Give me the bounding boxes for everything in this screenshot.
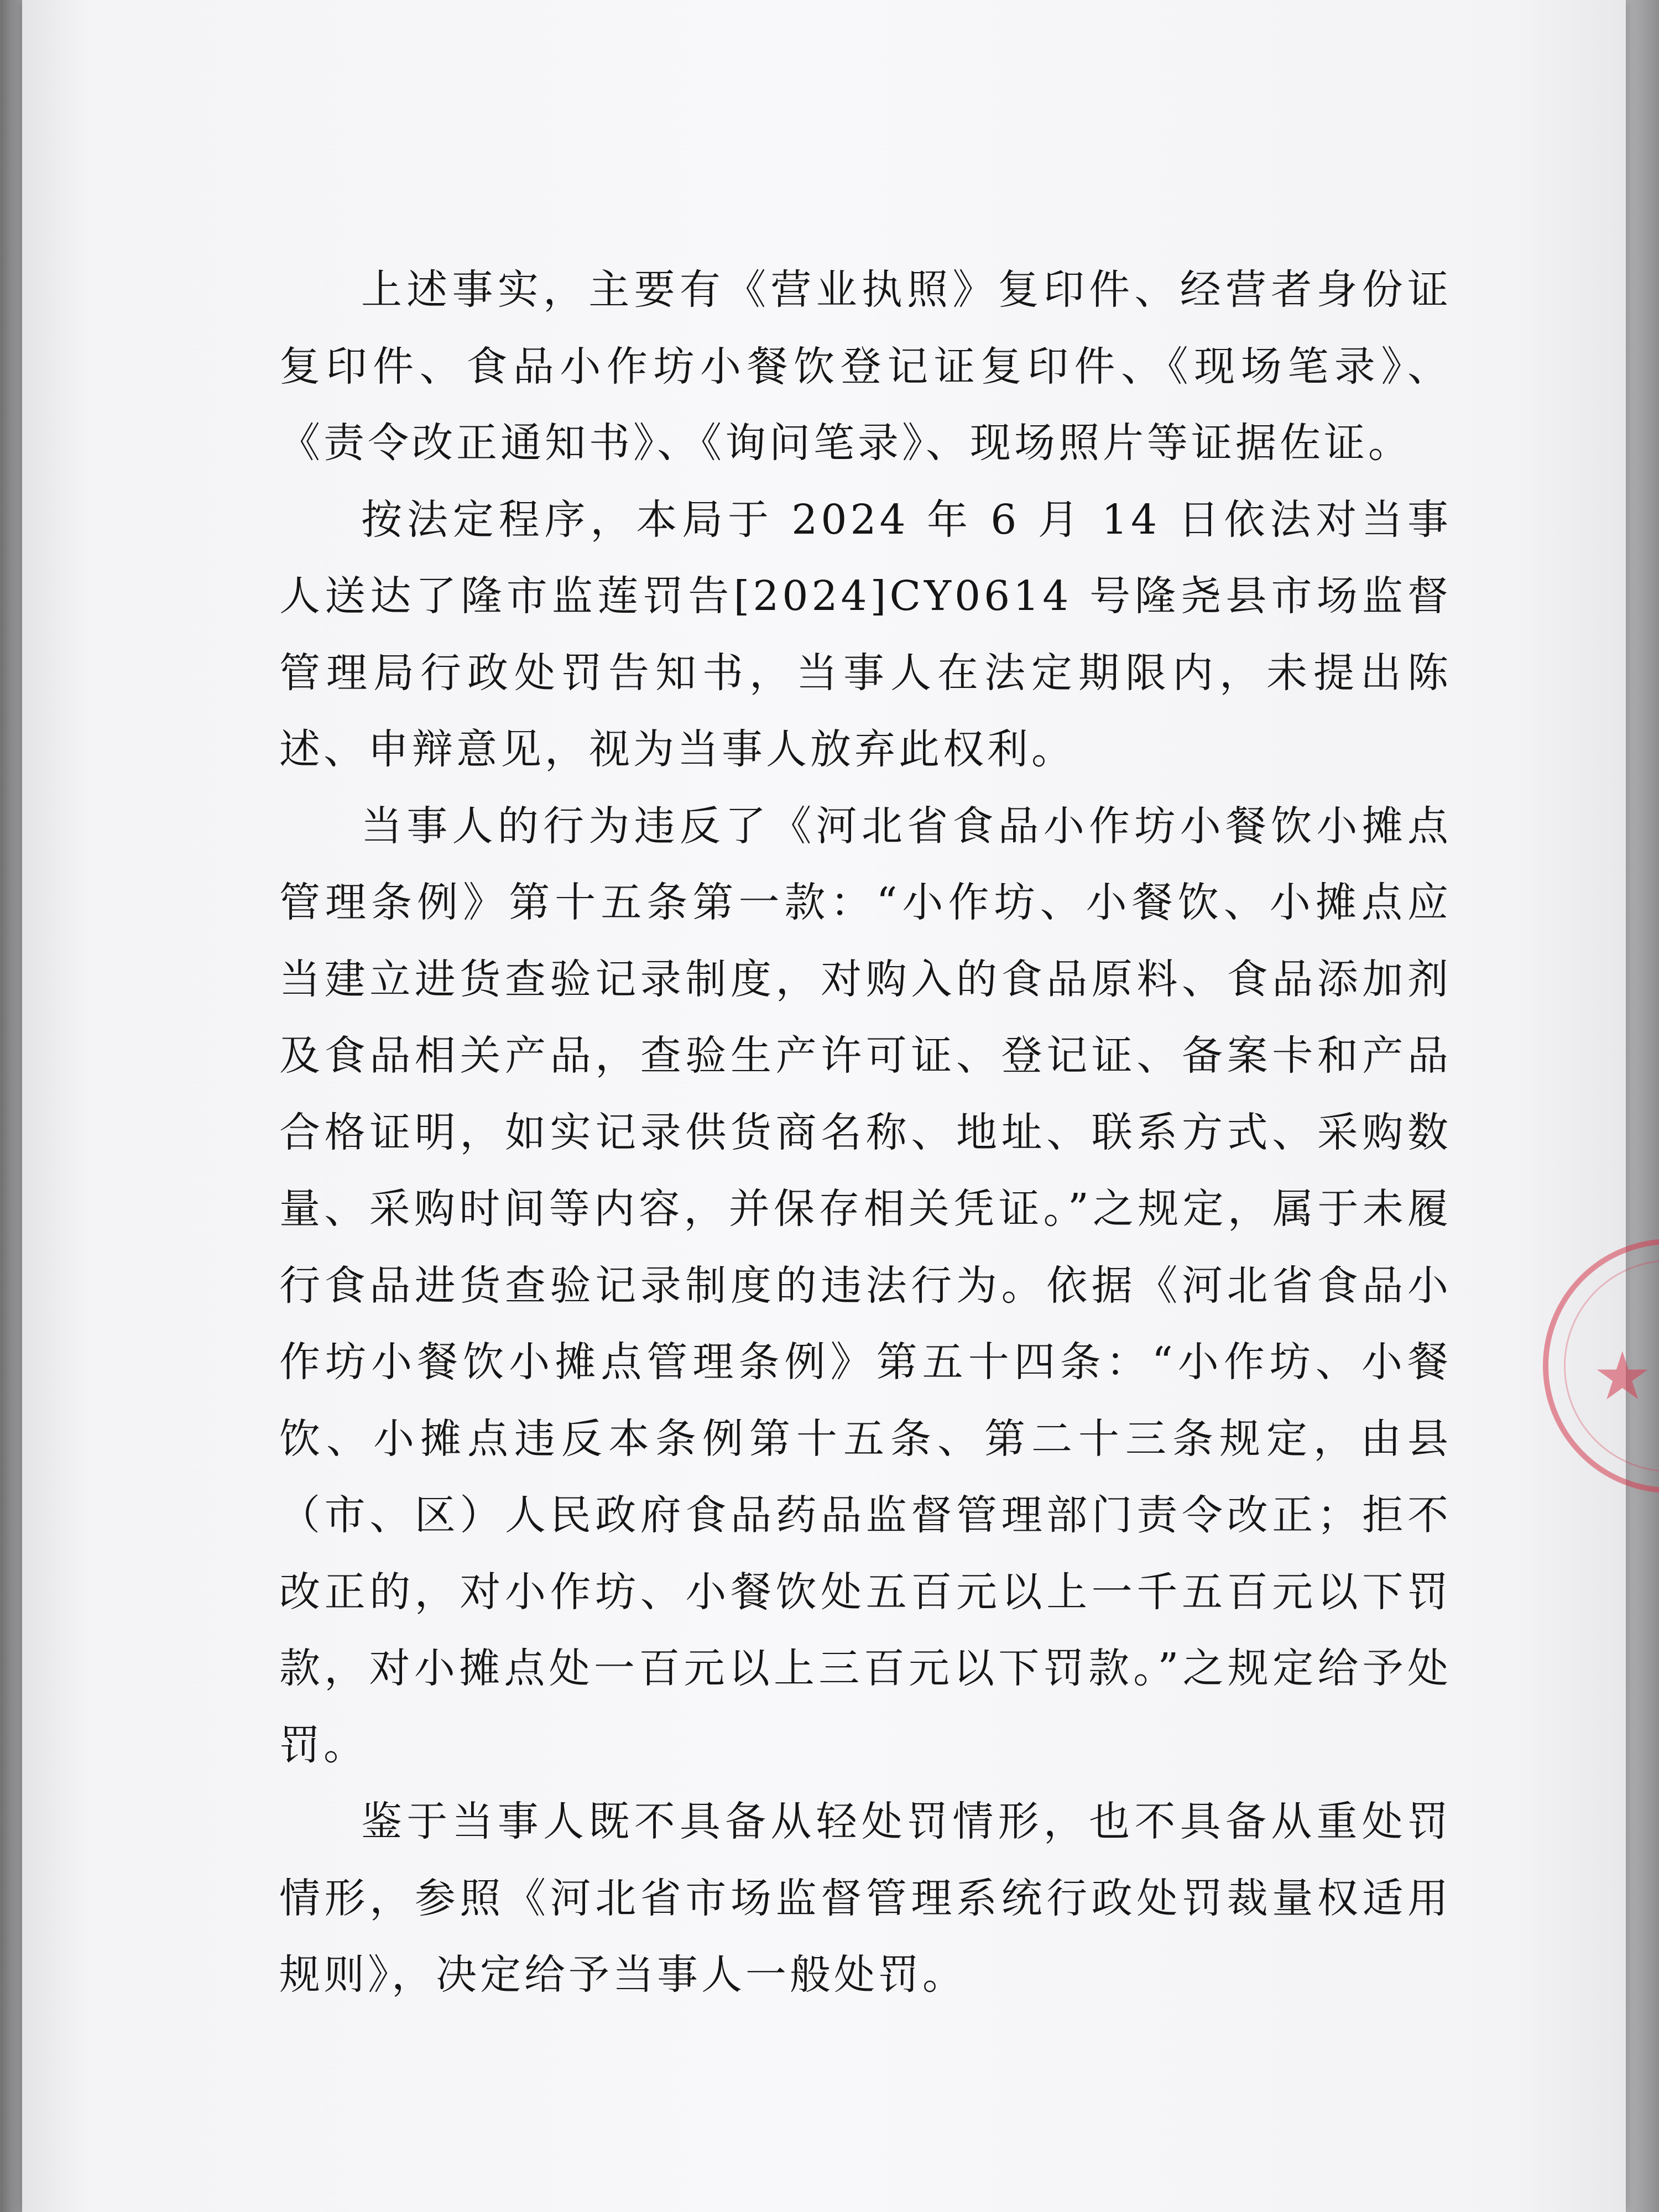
paragraph-evidence: 上述事实，主要有《营业执照》复印件、经营者身份证复印件、食品小作坊小餐饮登记证复印件、《现场笔录》、《责令改正通知书》、《询问笔录》、现场照片等证据佐证。 [279, 266, 1452, 467]
document-body [279, 252, 1452, 2013]
background-surface [1620, 0, 1659, 2212]
paragraph-violation: 当事人的行为违反了《河北省食品小作坊小餐饮小摊点管理条例》第十五条第一款：“小作坊、小餐饮、小摊点应当建立进货查验记录制度，对购入的食品原料、食品添加剂及食品相关产品，查验生产许可证、登记证、备案卡和产品合格证明，如实记录供货商名称、地址、联系方式、采购数量、采购时间等内容，并保存相关凭证。”之规定，属于未履行食品进货查验记录制度的违法行为。依据《河北省食品小作坊小餐饮小摊点管理条例》第五十四条：“小作坊、小餐饮、小摊点违反本条例第十五条、第二十三条规定，由县（市、区）人民政府食品药品监督管理部门责令改正；拒不改正的，对小作坊、小餐饮处五百元以上一千五百元以下罚款，对小摊点处一百元以上三百元以下罚款。”之规定给予处罚。 [279, 802, 1452, 1769]
star-icon: ★ [1593, 1338, 1652, 1415]
paragraph-decision: 鉴于当事人既不具备从轻处罚情形，也不具备从重处罚情形，参照《河北省市场监督管理系统行政处罚裁量权适用规则》，决定给予当事人一般处罚。 [279, 1798, 1452, 1999]
paragraph-procedure: 按法定程序，本局于 2024 年 6 月 14 日依法对当事人送达了隆市监莲罚告[2024]CY0614 号隆尧县市场监督管理局行政处罚告知书，当事人在法定期限内，未提出陈述、申辩意见，视为当事人放弃此权利。 [279, 495, 1452, 773]
document-page [22, 0, 1626, 2212]
